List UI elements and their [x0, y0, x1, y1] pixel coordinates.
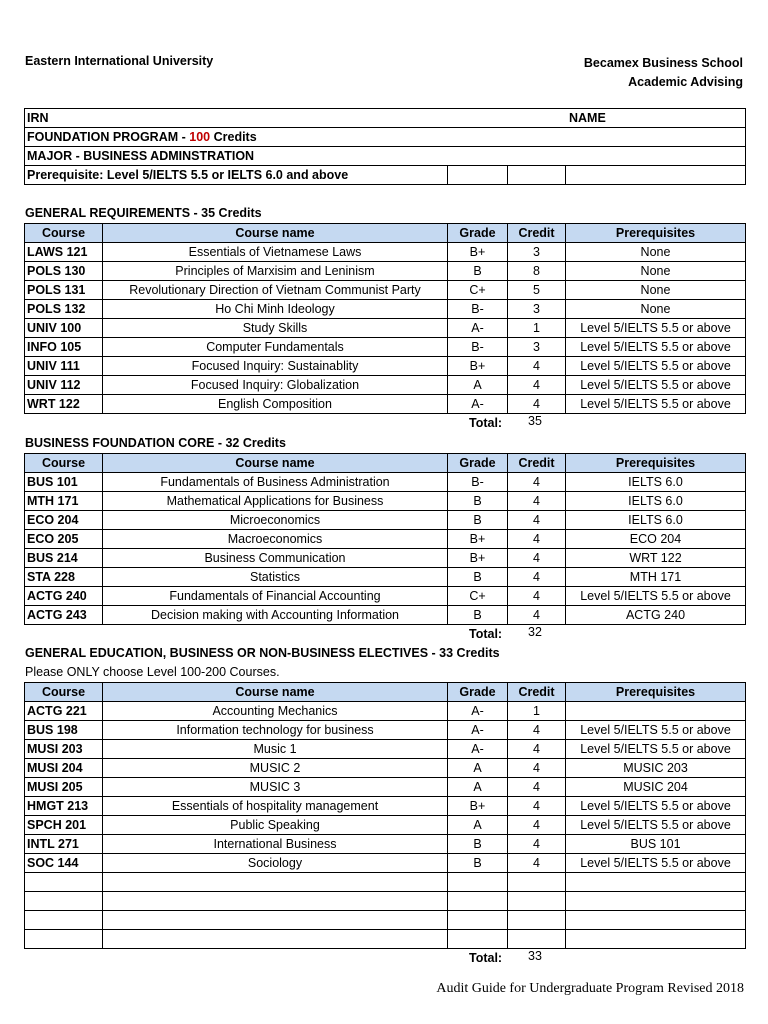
- course-grade: A: [448, 759, 508, 778]
- course-grade: B: [448, 492, 508, 511]
- total-label: Total:: [469, 951, 503, 965]
- course-code: SPCH 201: [25, 816, 103, 835]
- course-name: Principles of Marxisim and Leninism: [103, 262, 448, 281]
- course-grade: B: [448, 262, 508, 281]
- course-credit: [508, 930, 566, 949]
- table-row: [25, 281, 746, 300]
- prerequisite-row: [25, 166, 448, 185]
- course-prerequisite: IELTS 6.0: [566, 473, 746, 492]
- course-name: Macroeconomics: [103, 530, 448, 549]
- table-row: [25, 797, 746, 816]
- course-name: Focused Inquiry: Sustainablity: [103, 357, 448, 376]
- course-prerequisite: None: [566, 300, 746, 319]
- course-prerequisite: BUS 101: [566, 835, 746, 854]
- course-name: [103, 873, 448, 892]
- table-row: [25, 492, 746, 511]
- course-prerequisite: Level 5/IELTS 5.5 or above: [566, 721, 746, 740]
- name-label: NAME: [569, 110, 606, 125]
- course-code: UNIV 111: [25, 357, 103, 376]
- course-grade: B: [448, 606, 508, 625]
- course-prerequisite: MUSIC 203: [566, 759, 746, 778]
- column-header-credit: Credit: [508, 683, 566, 702]
- irn-name-row: [25, 109, 746, 128]
- course-credit: 4: [508, 797, 566, 816]
- course-name: MUSIC 3: [103, 778, 448, 797]
- column-header-prerequisites: Prerequisites: [566, 224, 746, 243]
- course-prerequisite: Level 5/IELTS 5.5 or above: [566, 854, 746, 873]
- course-credit: [508, 873, 566, 892]
- course-grade: B+: [448, 530, 508, 549]
- course-prerequisite: Level 5/IELTS 5.5 or above: [566, 357, 746, 376]
- course-code: POLS 132: [25, 300, 103, 319]
- table-row: [25, 606, 746, 625]
- table-header-row: [25, 683, 746, 702]
- course-grade: C+: [448, 281, 508, 300]
- course-prerequisite: [566, 702, 746, 721]
- course-code: ECO 205: [25, 530, 103, 549]
- course-prerequisite: None: [566, 262, 746, 281]
- course-name: Sociology: [103, 854, 448, 873]
- course-prerequisite: Level 5/IELTS 5.5 or above: [566, 587, 746, 606]
- course-prerequisite: [566, 930, 746, 949]
- table-row: [25, 300, 746, 319]
- course-prerequisite: None: [566, 281, 746, 300]
- course-credit: 1: [508, 702, 566, 721]
- prerequisite-value: Level 5/IELTS 5.5 or IELTS 6.0 and above: [103, 167, 349, 182]
- course-name: Ho Chi Minh Ideology: [103, 300, 448, 319]
- table-row: [25, 892, 746, 911]
- course-grade: B-: [448, 473, 508, 492]
- course-code: LAWS 121: [25, 243, 103, 262]
- table-header-row: [25, 224, 746, 243]
- course-prerequisite: Level 5/IELTS 5.5 or above: [566, 376, 746, 395]
- table-row: [25, 338, 746, 357]
- course-name: Computer Fundamentals: [103, 338, 448, 357]
- course-credit: 4: [508, 587, 566, 606]
- course-name: [103, 930, 448, 949]
- course-name: English Composition: [103, 395, 448, 414]
- column-header-prerequisites: Prerequisites: [566, 454, 746, 473]
- course-prerequisite: ECO 204: [566, 530, 746, 549]
- course-credit: 4: [508, 721, 566, 740]
- table-row: [25, 778, 746, 797]
- column-header-course: Course: [25, 454, 103, 473]
- course-grade: B: [448, 568, 508, 587]
- column-header-grade: Grade: [448, 454, 508, 473]
- course-code: ACTG 240: [25, 587, 103, 606]
- course-grade: B+: [448, 549, 508, 568]
- course-name: Fundamentals of Financial Accounting: [103, 587, 448, 606]
- major-row: MAJOR - BUSINESS ADMINSTRATION: [25, 147, 746, 166]
- course-credit: 5: [508, 281, 566, 300]
- course-grade: B-: [448, 300, 508, 319]
- course-credit: 4: [508, 816, 566, 835]
- course-grade: A-: [448, 740, 508, 759]
- course-name: Public Speaking: [103, 816, 448, 835]
- course-code: INFO 105: [25, 338, 103, 357]
- course-prerequisite: Level 5/IELTS 5.5 or above: [566, 797, 746, 816]
- course-credit: 1: [508, 319, 566, 338]
- column-header-grade: Grade: [448, 224, 508, 243]
- school-name: Becamex Business School: [583, 56, 743, 70]
- total-label: Total:: [469, 416, 503, 430]
- course-code: BUS 214: [25, 549, 103, 568]
- course-prerequisite: WRT 122: [566, 549, 746, 568]
- table-row: [25, 702, 746, 721]
- course-credit: 4: [508, 549, 566, 568]
- course-code: POLS 131: [25, 281, 103, 300]
- course-credit: [508, 911, 566, 930]
- university-name: Eastern International University: [25, 54, 214, 68]
- course-prerequisite: Level 5/IELTS 5.5 or above: [566, 338, 746, 357]
- course-name: Information technology for business: [103, 721, 448, 740]
- course-name: Essentials of hospitality management: [103, 797, 448, 816]
- course-prerequisite: MUSIC 204: [566, 778, 746, 797]
- course-name: MUSIC 2: [103, 759, 448, 778]
- course-code: BUS 101: [25, 473, 103, 492]
- course-prerequisite: Level 5/IELTS 5.5 or above: [566, 319, 746, 338]
- table-row: [25, 262, 746, 281]
- course-code: ECO 204: [25, 511, 103, 530]
- course-prerequisite: ACTG 240: [566, 606, 746, 625]
- section-title: GENERAL EDUCATION, BUSINESS OR NON-BUSINESS ELECTIVES - 33 Credits: [25, 646, 500, 660]
- course-code: MUSI 203: [25, 740, 103, 759]
- table-row: [25, 530, 746, 549]
- course-name: Decision making with Accounting Information: [103, 606, 448, 625]
- course-credit: 4: [508, 357, 566, 376]
- student-info-table: [24, 108, 746, 185]
- course-prerequisite: [566, 911, 746, 930]
- course-name: Focused Inquiry: Globalization: [103, 376, 448, 395]
- course-name: International Business: [103, 835, 448, 854]
- course-code: [25, 930, 103, 949]
- course-prerequisite: MTH 171: [566, 568, 746, 587]
- course-code: MTH 171: [25, 492, 103, 511]
- course-credit: 4: [508, 740, 566, 759]
- course-credit: 4: [508, 835, 566, 854]
- course-credit: 4: [508, 395, 566, 414]
- course-credit: 4: [508, 759, 566, 778]
- table-row: [25, 930, 746, 949]
- course-grade: [448, 892, 508, 911]
- total-value: 32: [528, 625, 542, 639]
- course-code: BUS 198: [25, 721, 103, 740]
- course-credit: 4: [508, 606, 566, 625]
- course-code: STA 228: [25, 568, 103, 587]
- course-grade: B+: [448, 357, 508, 376]
- course-grade: A: [448, 376, 508, 395]
- course-grade: B+: [448, 797, 508, 816]
- course-grade: C+: [448, 587, 508, 606]
- column-header-prerequisites: Prerequisites: [566, 683, 746, 702]
- course-code: WRT 122: [25, 395, 103, 414]
- table-row: [25, 759, 746, 778]
- column-header-course-name: Course name: [103, 683, 448, 702]
- course-grade: A: [448, 816, 508, 835]
- course-name: Study Skills: [103, 319, 448, 338]
- table-row: [25, 587, 746, 606]
- table-row: [25, 740, 746, 759]
- course-code: ACTG 243: [25, 606, 103, 625]
- foundation-program-row: [25, 128, 746, 147]
- course-credit: 4: [508, 778, 566, 797]
- department-name: Academic Advising: [628, 75, 743, 89]
- column-header-course: Course: [25, 224, 103, 243]
- course-prerequisite: IELTS 6.0: [566, 492, 746, 511]
- course-grade: A-: [448, 319, 508, 338]
- course-prerequisite: [566, 892, 746, 911]
- course-credit: 4: [508, 854, 566, 873]
- course-grade: A-: [448, 702, 508, 721]
- table-row: [25, 357, 746, 376]
- column-header-grade: Grade: [448, 683, 508, 702]
- table-row: [25, 473, 746, 492]
- course-credit: [508, 892, 566, 911]
- course-credit: 4: [508, 492, 566, 511]
- course-credit: 4: [508, 511, 566, 530]
- course-grade: [448, 911, 508, 930]
- column-header-course-name: Course name: [103, 224, 448, 243]
- column-header-credit: Credit: [508, 454, 566, 473]
- course-table: [24, 223, 746, 414]
- foundation-suffix: Credits: [210, 129, 257, 144]
- course-prerequisite: Level 5/IELTS 5.5 or above: [566, 740, 746, 759]
- course-credit: 3: [508, 338, 566, 357]
- course-grade: A: [448, 778, 508, 797]
- course-grade: A-: [448, 395, 508, 414]
- course-code: [25, 911, 103, 930]
- course-name: [103, 911, 448, 930]
- table-row: [25, 568, 746, 587]
- table-row: [25, 511, 746, 530]
- course-code: [25, 892, 103, 911]
- irn-label: IRN: [27, 110, 49, 125]
- course-grade: A-: [448, 721, 508, 740]
- table-row: [25, 376, 746, 395]
- course-name: Revolutionary Direction of Vietnam Communist Party: [103, 281, 448, 300]
- course-name: Microeconomics: [103, 511, 448, 530]
- column-header-course-name: Course name: [103, 454, 448, 473]
- course-prerequisite: Level 5/IELTS 5.5 or above: [566, 395, 746, 414]
- course-credit: 4: [508, 473, 566, 492]
- foundation-prefix: FOUNDATION PROGRAM -: [27, 129, 190, 144]
- course-grade: B-: [448, 338, 508, 357]
- course-grade: B: [448, 854, 508, 873]
- course-grade: B: [448, 511, 508, 530]
- course-prerequisite: Level 5/IELTS 5.5 or above: [566, 816, 746, 835]
- course-table: [24, 453, 746, 625]
- table-row: [25, 395, 746, 414]
- course-name: Business Communication: [103, 549, 448, 568]
- course-credit: 4: [508, 568, 566, 587]
- table-row: [25, 854, 746, 873]
- table-row: [25, 911, 746, 930]
- course-prerequisite: IELTS 6.0: [566, 511, 746, 530]
- course-credit: 4: [508, 376, 566, 395]
- course-name: Fundamentals of Business Administration: [103, 473, 448, 492]
- school-header: [584, 54, 743, 92]
- course-code: HMGT 213: [25, 797, 103, 816]
- course-name: Essentials of Vietnamese Laws: [103, 243, 448, 262]
- course-code: UNIV 100: [25, 319, 103, 338]
- course-code: INTL 271: [25, 835, 103, 854]
- table-row: [25, 549, 746, 568]
- table-row: [25, 243, 746, 262]
- table-row: [25, 319, 746, 338]
- course-credit: 8: [508, 262, 566, 281]
- course-code: [25, 873, 103, 892]
- foundation-credits: 100: [189, 129, 211, 144]
- table-row: [25, 835, 746, 854]
- course-credit: 3: [508, 243, 566, 262]
- course-name: Mathematical Applications for Business: [103, 492, 448, 511]
- course-code: MUSI 204: [25, 759, 103, 778]
- course-table: [24, 682, 746, 949]
- table-header-row: [25, 454, 746, 473]
- table-row: [25, 721, 746, 740]
- footer-text: Audit Guide for Undergraduate Program Revised 2018: [436, 981, 744, 996]
- course-grade: [448, 873, 508, 892]
- course-grade: B: [448, 835, 508, 854]
- course-name: Statistics: [103, 568, 448, 587]
- course-name: Music 1: [103, 740, 448, 759]
- total-value: 35: [528, 414, 542, 428]
- column-header-course: Course: [25, 683, 103, 702]
- prerequisite-label: Prerequisite:: [27, 167, 104, 182]
- section-title: BUSINESS FOUNDATION CORE - 32 Credits: [25, 436, 286, 450]
- section-title: GENERAL REQUIREMENTS - 35 Credits: [25, 206, 262, 220]
- table-row: [25, 873, 746, 892]
- course-code: ACTG 221: [25, 702, 103, 721]
- total-label: Total:: [469, 627, 503, 641]
- course-grade: [448, 930, 508, 949]
- course-name: Accounting Mechanics: [103, 702, 448, 721]
- course-grade: B+: [448, 243, 508, 262]
- course-code: UNIV 112: [25, 376, 103, 395]
- total-value: 33: [528, 949, 542, 963]
- course-code: MUSI 205: [25, 778, 103, 797]
- section-note: Please ONLY choose Level 100-200 Courses.: [25, 665, 280, 679]
- course-name: [103, 892, 448, 911]
- course-credit: 3: [508, 300, 566, 319]
- course-prerequisite: [566, 873, 746, 892]
- course-credit: 4: [508, 530, 566, 549]
- course-code: POLS 130: [25, 262, 103, 281]
- course-code: SOC 144: [25, 854, 103, 873]
- course-prerequisite: None: [566, 243, 746, 262]
- column-header-credit: Credit: [508, 224, 566, 243]
- table-row: [25, 816, 746, 835]
